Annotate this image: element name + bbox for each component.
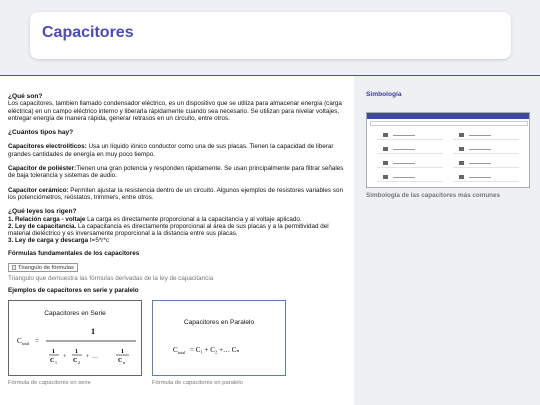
formula-dots: … — [92, 353, 98, 360]
capacitor-symbol — [453, 145, 519, 154]
header — [0, 0, 540, 75]
tipo-poliester — [8, 165, 346, 180]
tipo-name: Capacitor de poliéster: — [8, 165, 77, 173]
formula-plus: + — [63, 353, 67, 360]
sidebar-title: Simbología — [366, 91, 402, 98]
serie-formula — [9, 301, 141, 375]
ley-desc: La capacitancia es directamente proporcional al área de sus placas y a la permitividad del material dieléctrico y es inversamente proporcional a la distancia entre sus placas. — [8, 222, 329, 238]
formula-plus: + — [86, 353, 90, 360]
ley-2 — [8, 223, 346, 238]
que-son-text: Los capacitores, tambien llamado condensador eléctrico, es un dispositivo que se utiliza para almacenar energía (carga eléctrica) en un campo eléctrico interno y liberarla rápidamente cuando sea necesario. Se utilizan para nivelar voltajes, entregar energía de manera rápida, generar retrasos en un circuito, entre otros. — [8, 100, 342, 122]
image-header-bar — [367, 113, 529, 119]
tipo-desc: Tienen una gran potencia y responden rápidamente. Se usan principalmente para filtrar señales de baja tolerancia y sistemas de audio. — [8, 165, 344, 180]
capacitor-symbol — [377, 145, 443, 154]
paralelo-caption: Fórmula de capacitores en paralelo — [152, 379, 243, 386]
tipo-desc: Permiten ajustar la resistencia dentro de un circuito. Algunos ejemplos de resistores variables son los potenciómetros, reóstatos, trimmers, entre otros. — [8, 186, 343, 201]
formula-subscript: total — [178, 349, 186, 355]
serie-title: Capacitores en Serie — [44, 309, 106, 317]
tipo-ceramico — [8, 187, 346, 202]
formula-numerator: 1 — [91, 326, 95, 336]
formula-triangle-caption: Triangulo que demuestra las fórmulas derivadas de la ley de capacitancia — [8, 275, 214, 283]
page-title: Capacitores — [42, 24, 134, 41]
symbology-caption: Simbología de las capacitores más comunes — [366, 192, 501, 199]
serie-caption: Fórmula de capacitores en serie — [8, 379, 91, 386]
formula-term-den: C — [73, 357, 78, 364]
paralelo-formula-card — [152, 300, 286, 376]
capacitor-symbol — [453, 159, 519, 168]
formula-term-num: 1 — [52, 348, 55, 355]
formula-symbol: C — [173, 345, 178, 354]
section-heading-tipos: ¿Cuántos tipos hay? — [8, 129, 74, 137]
ley-name: 2. Ley de capacitancia. — [8, 222, 77, 230]
tipo-desc: Usa un líquido iónico conductor como una de sus placas. Tienen la capacidad de liberar grandes cantidades de energía en muy poco tiempo. — [8, 143, 334, 158]
formula-term-num: 1 — [121, 348, 124, 355]
formula-term-den: C — [50, 357, 55, 364]
ley-3 — [8, 237, 346, 244]
tipo-name: Capacitor cerámico: — [8, 186, 69, 194]
capacitor-symbol — [377, 131, 443, 140]
formula-equals: = — [35, 336, 39, 345]
symbology-image — [366, 112, 530, 188]
formula-term-num: 1 — [75, 348, 78, 355]
section-heading-formulas: Fórmulas fundamentales de los capacitores — [8, 249, 140, 257]
section-heading-ejemplos: Ejemplos de capacitores en serie y paralelo — [8, 287, 139, 295]
main-content — [0, 76, 354, 405]
ley-name: 3. Ley de carga y descarga — [8, 237, 89, 245]
formula-triangle-image — [8, 263, 78, 272]
image-subheader — [370, 121, 528, 126]
ley-desc: t=5*r*c — [88, 237, 109, 245]
title-card — [30, 12, 511, 59]
section-heading-que-son: ¿Qué son? — [8, 93, 43, 100]
section-heading-leyes: ¿Qué leyes los rigen? — [8, 208, 77, 216]
formula-examples — [8, 300, 346, 395]
ley-name: 1. Relación carga - voltaje — [8, 215, 86, 223]
tipo-electrolitico — [8, 143, 346, 158]
formula-term-den: C — [118, 357, 123, 364]
ley-1 — [8, 216, 346, 223]
capacitor-symbol — [453, 173, 519, 182]
tipo-name: Capacitores electrolíticos: — [8, 143, 87, 151]
paralelo-formula — [153, 301, 285, 375]
formula-subscript: 1 — [55, 359, 57, 365]
ley-desc: La carga es directamente proporcional a la capacitancia y al voltaje aplicado. — [85, 215, 302, 223]
formula-subscript: n — [123, 359, 125, 365]
image-alt-text: Triangulo de fórmulas — [18, 264, 74, 271]
paralelo-title: Capacitores en Paralelo — [183, 318, 255, 326]
serie-formula-card — [8, 300, 142, 376]
sidebar — [354, 76, 540, 405]
capacitor-symbol — [377, 159, 443, 168]
formula-subscript: 2 — [78, 359, 80, 365]
capacitor-symbol — [453, 131, 519, 140]
broken-image-icon — [12, 265, 16, 270]
formula-rhs: = C₁ + C₂ +… Cₙ — [190, 345, 240, 354]
formula-subscript: total — [22, 340, 30, 346]
capacitor-symbol — [377, 173, 443, 182]
formula-symbol: C — [17, 336, 22, 345]
